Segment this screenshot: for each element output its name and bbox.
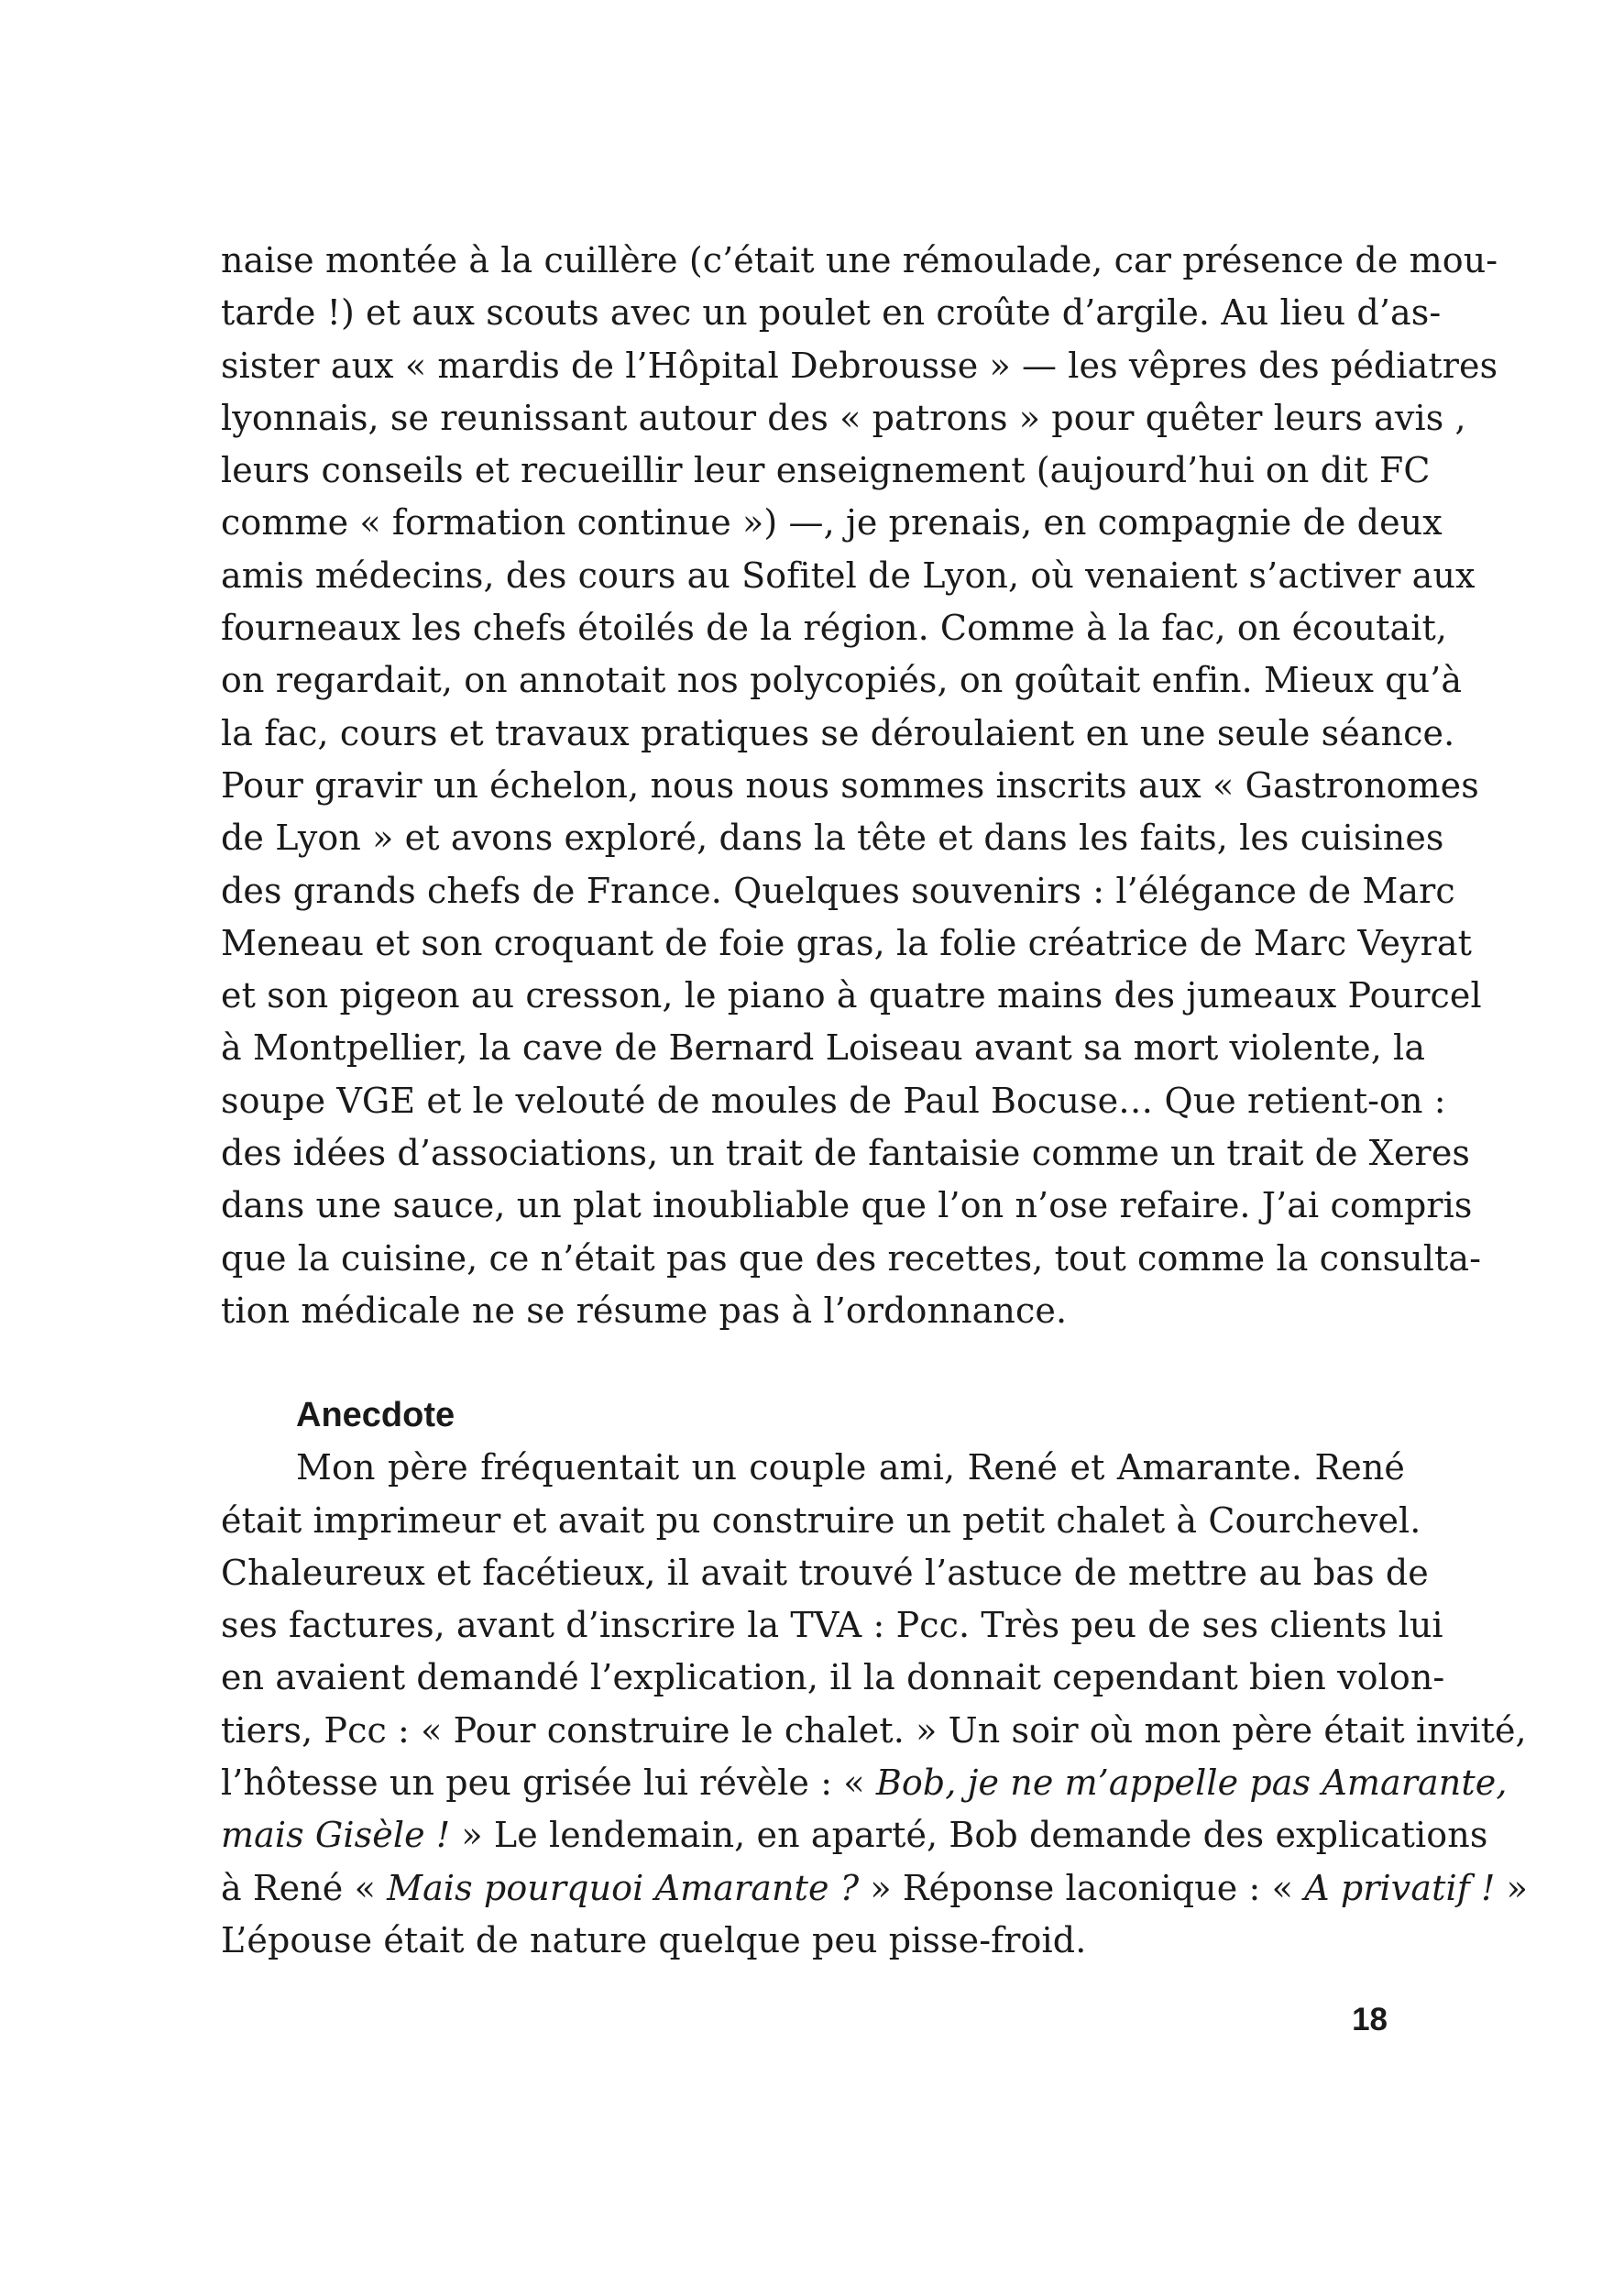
- anecdote-section: [221, 1389, 1528, 1967]
- page-number: 18: [1352, 2002, 1388, 2037]
- text-line: lyonnais, se reunissant autour des « patrons » pour quêter leurs avis ,: [221, 397, 1466, 438]
- text-segment: l’hôtesse un peu grisée lui révèle : «: [221, 1762, 876, 1804]
- text-line: de Lyon » et avons exploré, dans la tête et dans les faits, les cuisines: [221, 818, 1444, 859]
- section-gap: [221, 1337, 1405, 1389]
- text-line: la fac, cours et travaux pratiques se déroulaient en une seule séance.: [221, 712, 1455, 753]
- text-line: amis médecins, des cours au Sofitel de Lyon, où venaient s’activer aux: [221, 555, 1476, 596]
- text-line: [221, 1809, 1488, 1861]
- text-line: à Montpellier, la cave de Bernard Loiseau avant sa mort violente, la: [221, 1027, 1426, 1069]
- text-line: Meneau et son croquant de foie gras, la folie créatrice de Marc Veyrat: [221, 922, 1473, 963]
- text-segment: »: [1495, 1867, 1528, 1908]
- italic-quote: mais Gisèle !: [221, 1815, 451, 1856]
- italic-quote: Mais pourquoi Amarante ?: [387, 1867, 860, 1908]
- text-segment: » Le lendemain, en aparté, Bob demande des explications: [450, 1815, 1488, 1856]
- text-line: était imprimeur et avait pu construire un petit chalet à Courchevel.: [221, 1499, 1421, 1541]
- text-line: des grands chefs de France. Quelques souvenirs : l’élégance de Marc: [221, 870, 1455, 911]
- text-segment: à René «: [221, 1867, 388, 1908]
- italic-quote: A privatif !: [1304, 1867, 1496, 1908]
- text-line: en avaient demandé l’explication, il la donnait cependant bien volon-: [221, 1657, 1445, 1698]
- text-line: des idées d’associations, un trait de fantaisie comme un trait de Xeres: [221, 1133, 1471, 1174]
- paragraph-main: [221, 235, 1498, 1337]
- text-line: que la cuisine, ce n’était pas que des recettes, tout comme la consulta-: [221, 1237, 1482, 1279]
- text-line: comme « formation continue ») —, je prenais, en compagnie de deux: [221, 502, 1443, 544]
- text-line: Pour gravir un échelon, nous nous sommes inscrits aux « Gastronomes: [221, 764, 1479, 806]
- page-body: [221, 235, 1528, 1967]
- text-line: on regardait, on annotait nos polycopiés, on goûtait enfin. Mieux qu’à: [221, 660, 1463, 701]
- text-line: soupe VGE et le velouté de moules de Paul Bocuse… Que retient-on :: [221, 1080, 1446, 1121]
- text-line: [221, 1862, 1528, 1915]
- text-line: [221, 1757, 1508, 1809]
- text-line: Chaleureux et facétieux, il avait trouvé l’astuce de mettre au bas de: [221, 1552, 1429, 1593]
- text-line: L’épouse était de nature quelque peu pisse-froid.: [221, 1919, 1087, 1960]
- text-segment: » Réponse laconique : «: [859, 1867, 1305, 1908]
- text-line: ses factures, avant d’inscrire la TVA : Pcc. Très peu de ses clients lui: [221, 1605, 1443, 1646]
- text-line: Mon père fréquentait un couple ami, René et Amarante. René: [296, 1447, 1405, 1488]
- text-line: dans une sauce, un plat inoubliable que l’on n’ose refaire. J’ai compris: [221, 1185, 1473, 1226]
- italic-quote: Bob, je ne m’appelle pas Amarante,: [875, 1762, 1508, 1804]
- text-line: tion médicale ne se résume pas à l’ordonnance.: [221, 1290, 1068, 1331]
- text-line: tarde !) et aux scouts avec un poulet en croûte d’argile. Au lieu d’as-: [221, 292, 1442, 334]
- text-line: fourneaux les chefs étoilés de la région. Comme à la fac, on écoutait,: [221, 608, 1448, 649]
- text-line: et son pigeon au cresson, le piano à quatre mains des jumeaux Pourcel: [221, 975, 1482, 1016]
- section-heading: Anecdote: [296, 1396, 455, 1435]
- text-line: sister aux « mardis de l’Hôpital Debrousse » — les vêpres des pédiatres: [221, 345, 1498, 386]
- text-line: naise montée à la cuillère (c’était une rémoulade, car présence de mou-: [221, 240, 1498, 280]
- text-line: tiers, Pcc : « Pour construire le chalet. » Un soir où mon père était invité,: [221, 1709, 1527, 1751]
- text-line: leurs conseils et recueillir leur enseignement (aujourd’hui on dit FC: [221, 450, 1431, 491]
